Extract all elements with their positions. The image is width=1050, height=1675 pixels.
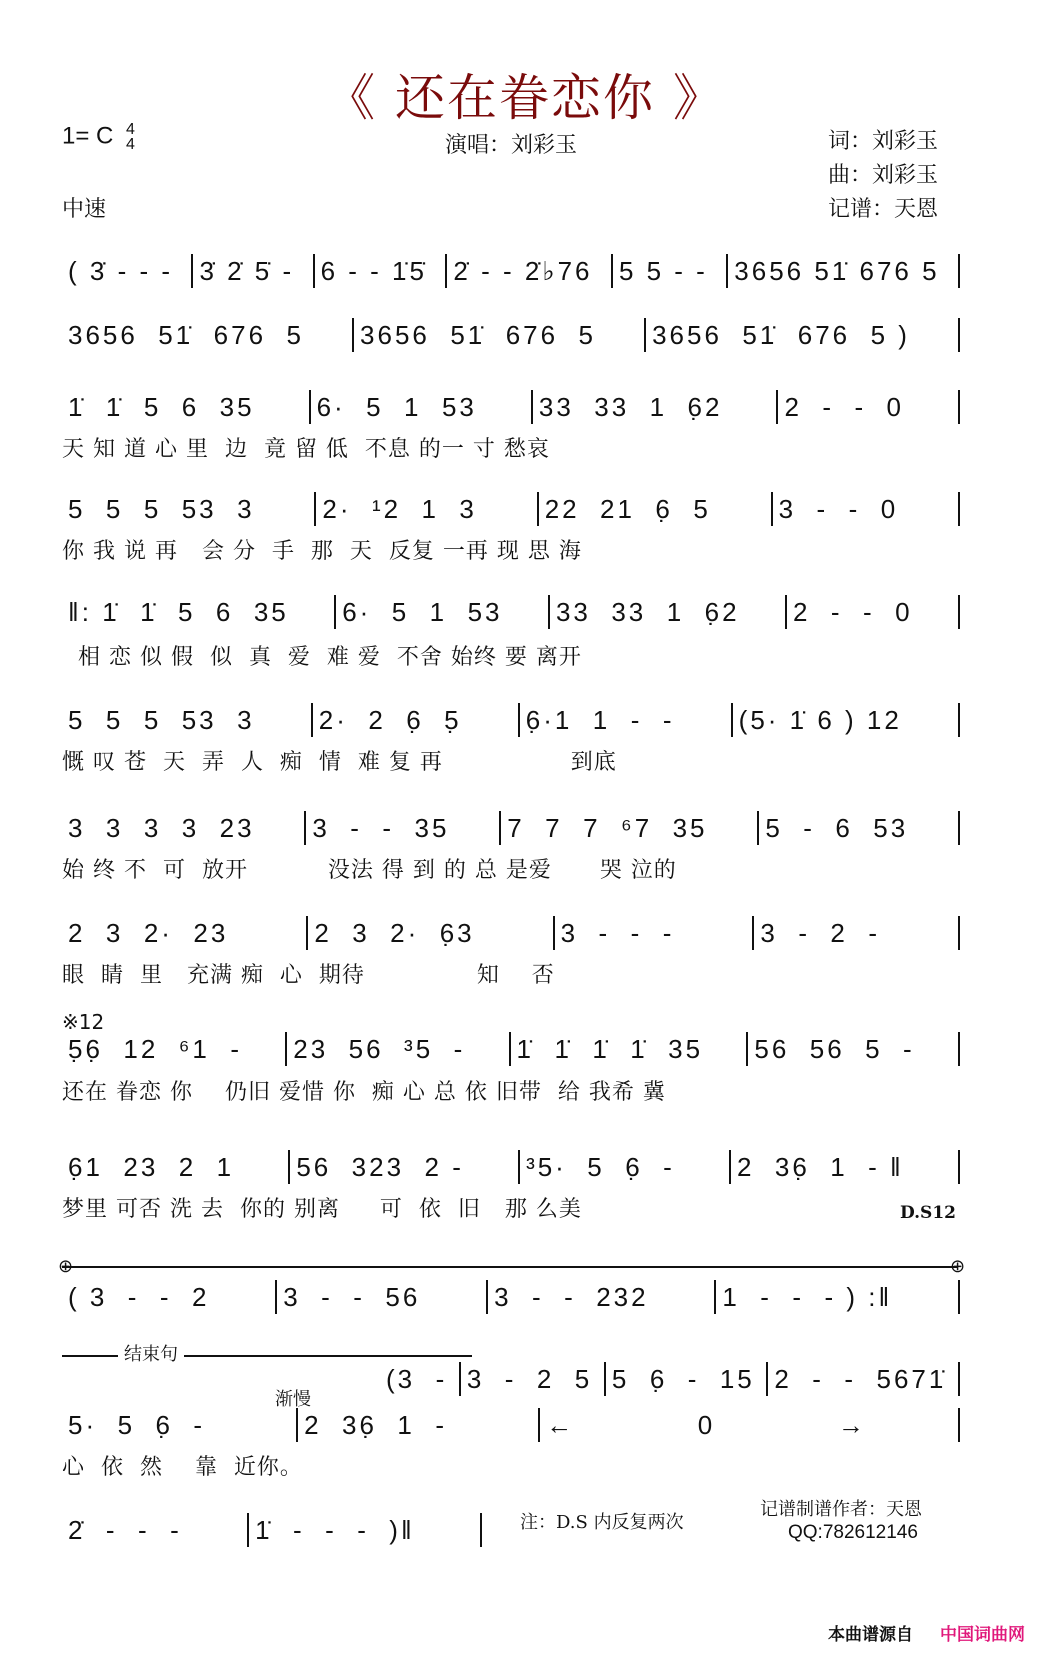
measure: 5· 5 6̣ - [62,1408,298,1442]
notation-row [62,703,960,737]
arranger-credit: 记谱制谱作者：天恩 [760,1499,922,1520]
measure: 3 - - - [555,916,755,950]
measure: 5̣6̣ 12 ⁶1 - [62,1032,287,1066]
measure: 33 33 1 6̣2 [533,390,779,424]
measure: 6̣1 23 2 1 [62,1150,290,1184]
measure: ‖: 1̇ 1̇ 5 6 35 [62,595,336,629]
measure: 2 36̣ 1 - [298,1408,540,1442]
lyrics-line: 梦里 可否 洗 去 你的 别离 可 依 旧 那 么美 [62,1197,582,1222]
segno-marking: ※12 [62,1010,105,1034]
measure: 3̇ 2̇ 5̇ - [193,254,314,288]
notation-row [62,1150,960,1184]
notation-row [62,916,960,950]
measure: 1̇ 1̇ 1̇ 1̇ 35 [511,1032,749,1066]
lyrics-line: 天 知 道 心 里 边 竟 留 低 不息 的一 寸 愁哀 [62,437,550,462]
measure: 22 21 6̣ 5 [539,492,773,526]
measure: 56 323 2 - [290,1150,520,1184]
time-top: 4 [126,121,135,138]
notation-row [62,1513,482,1547]
measure: 2 3 2· 23 [62,916,308,950]
measure: 3 - - 56 [277,1280,488,1314]
measure: 2 - - 0 [778,390,960,424]
singer-credit: 演唱：刘彩玉 [445,133,578,158]
lyricist-credit: 词：刘彩玉 [828,129,939,154]
measure: 2̇ - - 2̇♭76 [447,254,613,288]
lyrics-line: 慨 叹 苍 天 弄 人 痴 情 难 复 再 到底 [62,750,617,775]
measure: 6· 5 1 53 [336,595,550,629]
measure: 5 6̣ - 15 [606,1362,768,1396]
measure: 56 56 5 - [748,1032,960,1066]
measure: 3656 51̇ 676 5 [62,318,354,352]
measure: 6· 5 1 53 [311,390,533,424]
ds-marking: D.S12 [900,1203,956,1223]
transcriber-credit: 记谱：天恩 [828,197,939,222]
repeat-note: 注：D.S 内反复两次 [520,1512,684,1533]
lyrics-line: 你 我 说 再 会 分 手 那 天 反复 一再 现 思 海 [62,539,582,564]
measure: 2 - - 0 [787,595,960,629]
measure: 5 5 5 53 3 [62,703,313,737]
key-signature [62,122,135,152]
measure: (3 - [380,1362,461,1396]
key-label: 1= C [62,122,114,150]
measure: ³5· 5 6̣ - [520,1150,731,1184]
measure: 23 56 ³5 - [287,1032,510,1066]
measure: 3 - - 35 [306,811,501,845]
measure: 1 - - - ) :‖ [716,1280,960,1314]
lyrics-line: 始 终 不 可 放开 没法 得 到 的 总 是爱 哭 泣的 [62,858,677,883]
measure: 33 33 1 6̣2 [550,595,787,629]
time-signature [126,122,135,152]
measure: 2 3 2· 6̣3 [308,916,554,950]
coda-icon: ⊕ [58,1256,74,1277]
measure: 5 - 6 53 [759,811,960,845]
lyrics-line: 相 恋 似 假 似 真 爱 难 爱 不舍 始终 要 离开 [62,645,582,670]
measure: 6 - - 1̇5̇ [315,254,448,288]
notation-row [380,1362,960,1396]
measure: (5· 1̇ 6 ) 12 [733,703,960,737]
lyrics-line: 心 依 然 靠 近你。 [62,1455,303,1480]
measure: 5 5 - - [613,254,728,288]
notation-row [62,318,960,352]
song-title: 《 还在眷恋你 》 [325,69,725,127]
measure: 1̇ 1̇ 5 6 35 [62,390,311,424]
notation-row [62,390,960,424]
measure: 3 - - 0 [773,492,960,526]
measure: 6̣·1 1 - - [520,703,733,737]
notation-row [62,811,960,845]
measure: 2· 2 6̣ 5̣ [313,703,520,737]
measure: 1̇ - - - )‖ [249,1513,482,1547]
measure: 3 - - 232 [488,1280,716,1314]
measure: 7 7 7 ⁶7 35 [501,811,759,845]
measure: ( 3̇ - - - [62,254,193,288]
measure: 2 - - 5671̇ [768,1362,960,1396]
notation-row [62,1280,960,1314]
measure: 3656 51̇ 676 5 [354,318,646,352]
lyrics-line: 还在 眷恋 你 仍旧 爱惜 你 痴 心 总 依 旧带 给 我希 冀 [62,1080,666,1105]
tempo-marking: 中速 [62,197,107,222]
composer-credit: 曲：刘彩玉 [828,163,939,188]
notation-row [62,595,960,629]
measure: 3 - 2 - [754,916,960,950]
coda-icon: ⊕ [950,1256,966,1277]
time-bottom: 4 [126,136,135,153]
measure: 2 36̣ 1 - ‖ [731,1150,960,1184]
measure: 3 3 3 3 23 [62,811,306,845]
notation-row [62,254,960,288]
measure: 5 5 5 53 3 [62,492,316,526]
ending-label: 结束句 [118,1340,184,1366]
ritardando-marking: 渐慢 [275,1389,311,1410]
notation-row [62,492,960,526]
measure: 3656 51̇ 676 5 [728,254,960,288]
measure: 2̇ - - - [62,1513,249,1547]
footer-site-link[interactable]: 中国词曲网 [940,1625,1025,1645]
measure: 2· ¹2 1 3 [316,492,538,526]
measure: ( 3 - - 2 [62,1280,277,1314]
lyrics-line: 眼 睛 里 充满 痴 心 期待 知 否 [62,963,555,988]
measure: ← 0 → [540,1408,960,1442]
qq-contact: QQ:782612146 [788,1522,918,1543]
footer-source: 本曲谱源自 [828,1625,913,1645]
measure: 3656 51̇ 676 5 ) [646,318,960,352]
notation-row [62,1408,960,1442]
notation-row [62,1032,960,1066]
volta-bracket [62,1266,957,1268]
measure: 3 - 2 5 [461,1362,606,1396]
